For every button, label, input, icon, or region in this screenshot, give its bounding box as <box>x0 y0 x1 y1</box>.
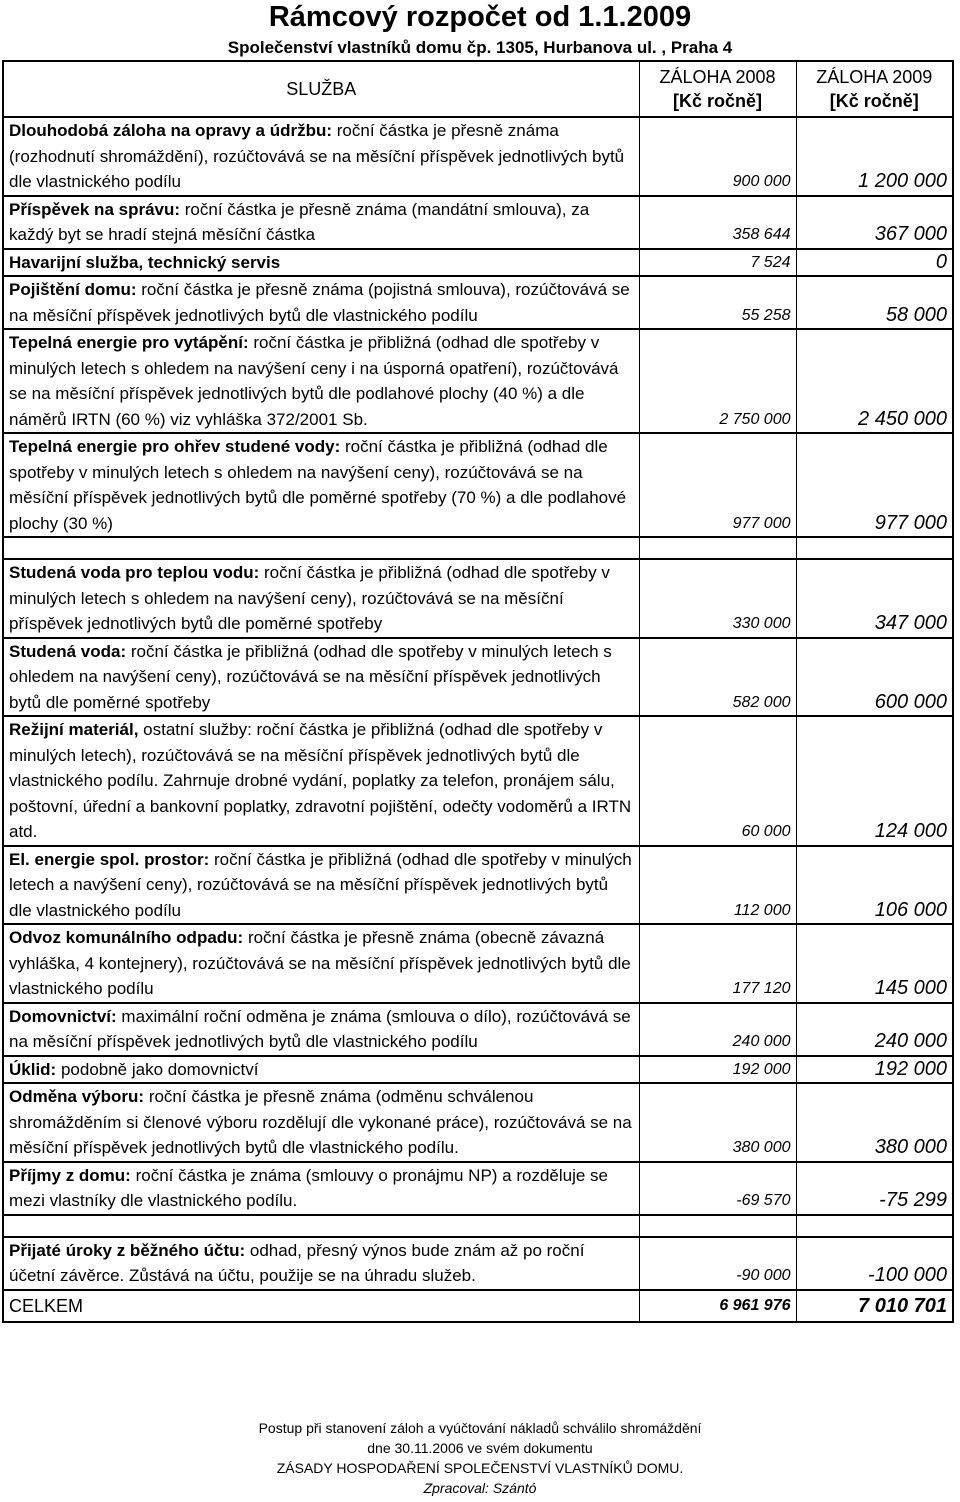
spacer-cell <box>3 1215 639 1237</box>
table-body <box>3 117 953 1290</box>
row-text: roční částka je přibližná (odhad dle spotřeby v minulých letech a navýšení ceny), rozúčtovává se na měsíční příspěvek jednotlivých bytů dle vlastnického podílu <box>9 849 632 920</box>
table-row <box>3 196 953 249</box>
footer-line-3: ZÁSADY HOSPODAŘENÍ SPOLEČENSTVÍ VLASTNÍKŮ DOMU. <box>276 1460 684 1476</box>
row-value-2008: 900 000 <box>639 117 796 196</box>
row-value-2008: 380 000 <box>639 1083 796 1162</box>
row-text: roční částka je přibližná (odhad dle spotřeby v minulých letech s ohledem na navýšení ceny), rozúčtovává se na měsíční příspěvek jednotlivých bytů dle poměrné spotřeby (70 %) a dle podlahové plochy (30 %) <box>9 437 627 533</box>
header-2009-unit: [Kč ročně] <box>829 91 919 111</box>
table-header-row <box>3 61 953 117</box>
header-service: SLUŽBA <box>3 61 639 117</box>
row-value-2009: 600 000 <box>796 638 953 717</box>
header-2009 <box>796 61 953 117</box>
spacer-cell <box>796 1215 953 1237</box>
table-row <box>3 276 953 329</box>
total-label: CELKEM <box>3 1290 639 1322</box>
row-value-2008: -90 000 <box>639 1237 796 1290</box>
row-label: Příjmy z domu: <box>9 1165 131 1185</box>
row-value-2008: 240 000 <box>639 1003 796 1056</box>
row-value-2009: 124 000 <box>796 716 953 846</box>
row-value-2009: 1 200 000 <box>796 117 953 196</box>
page-title: Rámcový rozpočet od 1.1.2009 <box>268 1 692 33</box>
row-text: roční částka je přibližná (odhad dle spotřeby v minulých letech s ohledem na navýšení ceny), rozúčtovává se na měsíční příspěvek jednotlivých bytů dle poměrné spotřeby <box>9 641 612 712</box>
row-text: roční částka je přesně známa (odměnu schválenou shromážděním si členové výboru rozdělují dle vykonané práce), rozúčtovává se na měsíční příspěvek jednotlivých bytů dle vlastnického podílu. <box>9 1087 632 1157</box>
budget-table <box>2 60 954 1323</box>
table-row <box>3 638 953 717</box>
header-2008-unit: [Kč ročně] <box>672 91 762 111</box>
row-value-2008: 7 524 <box>639 249 796 277</box>
row-text: ostatní služby: roční částka je přibližná (odhad dle spotřeby v minulých letech), rozúčtovává se na měsíční příspěvek jednotlivých bytů dle vlastnického podílu. Zahrnuje drobné vydání, poplatky za telefon, pronájem sálu, poštovní, úřední a bankovní poplatky, zdravotní pojištění, odečty vodoměrů a IRTN atd. <box>9 720 632 841</box>
spacer-cell <box>796 537 953 559</box>
spacer-cell <box>639 1215 796 1237</box>
row-label: Příspěvek na správu: <box>9 199 181 219</box>
row-label: El. energie spol. prostor: <box>9 849 210 869</box>
row-label: Odměna výboru: <box>9 1087 145 1106</box>
row-label: Dlouhodobá záloha na opravy a údržbu: <box>9 121 333 140</box>
row-value-2008: 2 750 000 <box>639 329 796 433</box>
row-text: roční částka je přesně známa (pojistná smlouva), rozúčtovává se na měsíční příspěvek jednotlivých bytů dle vlastnického podílu <box>9 280 630 325</box>
row-label: Studená voda pro teplou vodu: <box>9 563 260 582</box>
header-2008-label: ZÁLOHA 2008 <box>659 67 776 87</box>
spacer-row <box>3 537 953 559</box>
row-label: Tepelná energie pro ohřev studené vody: <box>9 437 341 456</box>
row-description <box>3 846 639 925</box>
row-label: Režijní materiál, <box>9 720 139 739</box>
row-label: Odvoz komunálního odpadu: <box>9 928 244 947</box>
row-label: Studená voda: <box>9 641 127 661</box>
row-label: Tepelná energie pro vytápění: <box>9 333 249 352</box>
row-value-2009: 347 000 <box>796 559 953 638</box>
row-description <box>3 329 639 433</box>
table-row <box>3 559 953 638</box>
row-text: roční částka je přesně známa (mandátní smlouva), za každý byt se hradí stejná měsíční částka <box>9 199 590 244</box>
table-row <box>3 1162 953 1215</box>
row-description <box>3 249 639 277</box>
table-row <box>3 249 953 277</box>
row-description <box>3 117 639 196</box>
table-row <box>3 1003 953 1056</box>
row-value-2008: 977 000 <box>639 433 796 537</box>
table-row <box>3 716 953 846</box>
row-value-2009: -100 000 <box>796 1237 953 1290</box>
table-row <box>3 846 953 925</box>
row-value-2009: 145 000 <box>796 924 953 1003</box>
table-row <box>3 1237 953 1290</box>
row-text: roční částka je přibližná (odhad dle spotřeby v minulých letech s ohledem na navýšení ceny), rozúčtovává se na měsíční příspěvek jednotlivých bytů dle poměrné spotřeby <box>9 563 610 633</box>
total-row <box>3 1290 953 1322</box>
row-label: Havarijní služba, technický servis <box>9 252 281 272</box>
row-value-2009: 106 000 <box>796 846 953 925</box>
row-value-2009: -75 299 <box>796 1162 953 1215</box>
row-text: maximální roční odměna je známa (smlouva o dílo), rozúčtovává se na měsíční příspěvek jednotlivých bytů dle vlastnického podílu <box>9 1006 631 1051</box>
row-text: odhad, přesný výnos bude znám až po roční účetní závěrce. Zůstává na účtu, použije se na úhradu služeb. <box>9 1240 585 1285</box>
row-value-2008: 330 000 <box>639 559 796 638</box>
row-label: Domovnictví: <box>9 1006 117 1026</box>
table-row <box>3 924 953 1003</box>
spacer-row <box>3 1215 953 1237</box>
row-text: roční částka je přibližná (odhad dle spotřeby v minulých letech s ohledem na navýšení ceny i na úsporná opatření), rozúčtovává se na měsíční příspěvek jednotlivých bytů dle podlahové plochy (40 %) a dle náměrů IRTN (60 %) viz vyhláška 372/2001 Sb. <box>9 333 619 429</box>
row-value-2008: 192 000 <box>639 1056 796 1084</box>
row-text: roční částka je známa (smlouvy o pronájmu NP) a rozděluje se mezi vlastníky dle vlastnického podílu. <box>9 1165 609 1210</box>
row-description <box>3 1162 639 1215</box>
row-label: Pojištění domu: <box>9 280 137 299</box>
row-value-2008: 112 000 <box>639 846 796 925</box>
table-row <box>3 329 953 433</box>
row-value-2009: 240 000 <box>796 1003 953 1056</box>
row-description <box>3 638 639 717</box>
row-value-2008: 358 644 <box>639 196 796 249</box>
row-label: Přijaté úroky z běžného účtu: <box>9 1240 246 1260</box>
row-description <box>3 716 639 846</box>
row-value-2009: 367 000 <box>796 196 953 249</box>
table-row <box>3 1056 953 1084</box>
header-2009-label: ZÁLOHA 2009 <box>816 67 933 87</box>
footer-note <box>0 1418 960 1498</box>
footer-line-2: dne 30.11.2006 ve svém dokumentu <box>367 1440 593 1456</box>
spacer-cell <box>639 537 796 559</box>
row-description <box>3 433 639 537</box>
row-label: Úklid: <box>9 1059 57 1079</box>
row-value-2009: 977 000 <box>796 433 953 537</box>
row-value-2009: 58 000 <box>796 276 953 329</box>
row-description <box>3 924 639 1003</box>
row-value-2009: 380 000 <box>796 1083 953 1162</box>
row-value-2008: 55 258 <box>639 276 796 329</box>
row-description <box>3 1056 639 1084</box>
row-description <box>3 1083 639 1162</box>
row-value-2008: 177 120 <box>639 924 796 1003</box>
page-subtitle: Společenství vlastníků domu čp. 1305, Hurbanova ul. , Praha 4 <box>227 38 733 57</box>
footer-line-1: Postup při stanovení záloh a vyúčtování nákladů schválilo shromáždění <box>258 1420 702 1436</box>
total-2008: 6 961 976 <box>639 1290 796 1322</box>
row-value-2009: 0 <box>796 249 953 277</box>
table-row <box>3 433 953 537</box>
table-row <box>3 117 953 196</box>
header-2008 <box>639 61 796 117</box>
row-description <box>3 559 639 638</box>
footer-author: Zpracoval: Szántó <box>423 1480 537 1496</box>
row-value-2008: 60 000 <box>639 716 796 846</box>
row-value-2009: 2 450 000 <box>796 329 953 433</box>
row-value-2008: 582 000 <box>639 638 796 717</box>
row-value-2009: 192 000 <box>796 1056 953 1084</box>
row-text: roční částka je přesně známa (obecně závazná vyhláška, 4 kontejnery), rozúčtovává se na měsíční příspěvek jednotlivých bytů dle vlastnického podílu <box>9 928 631 998</box>
row-value-2008: -69 570 <box>639 1162 796 1215</box>
row-description <box>3 196 639 249</box>
row-text: roční částka je přesně známa (rozhodnutí shromáždění), rozúčtovává se na měsíční příspěvek jednotlivých bytů dle vlastnického podílu <box>9 121 625 191</box>
row-description <box>3 1237 639 1290</box>
spacer-cell <box>3 537 639 559</box>
total-2009: 7 010 701 <box>796 1290 953 1322</box>
row-description <box>3 276 639 329</box>
row-text: podobně jako domovnictví <box>56 1059 259 1079</box>
row-description <box>3 1003 639 1056</box>
table-row <box>3 1083 953 1162</box>
